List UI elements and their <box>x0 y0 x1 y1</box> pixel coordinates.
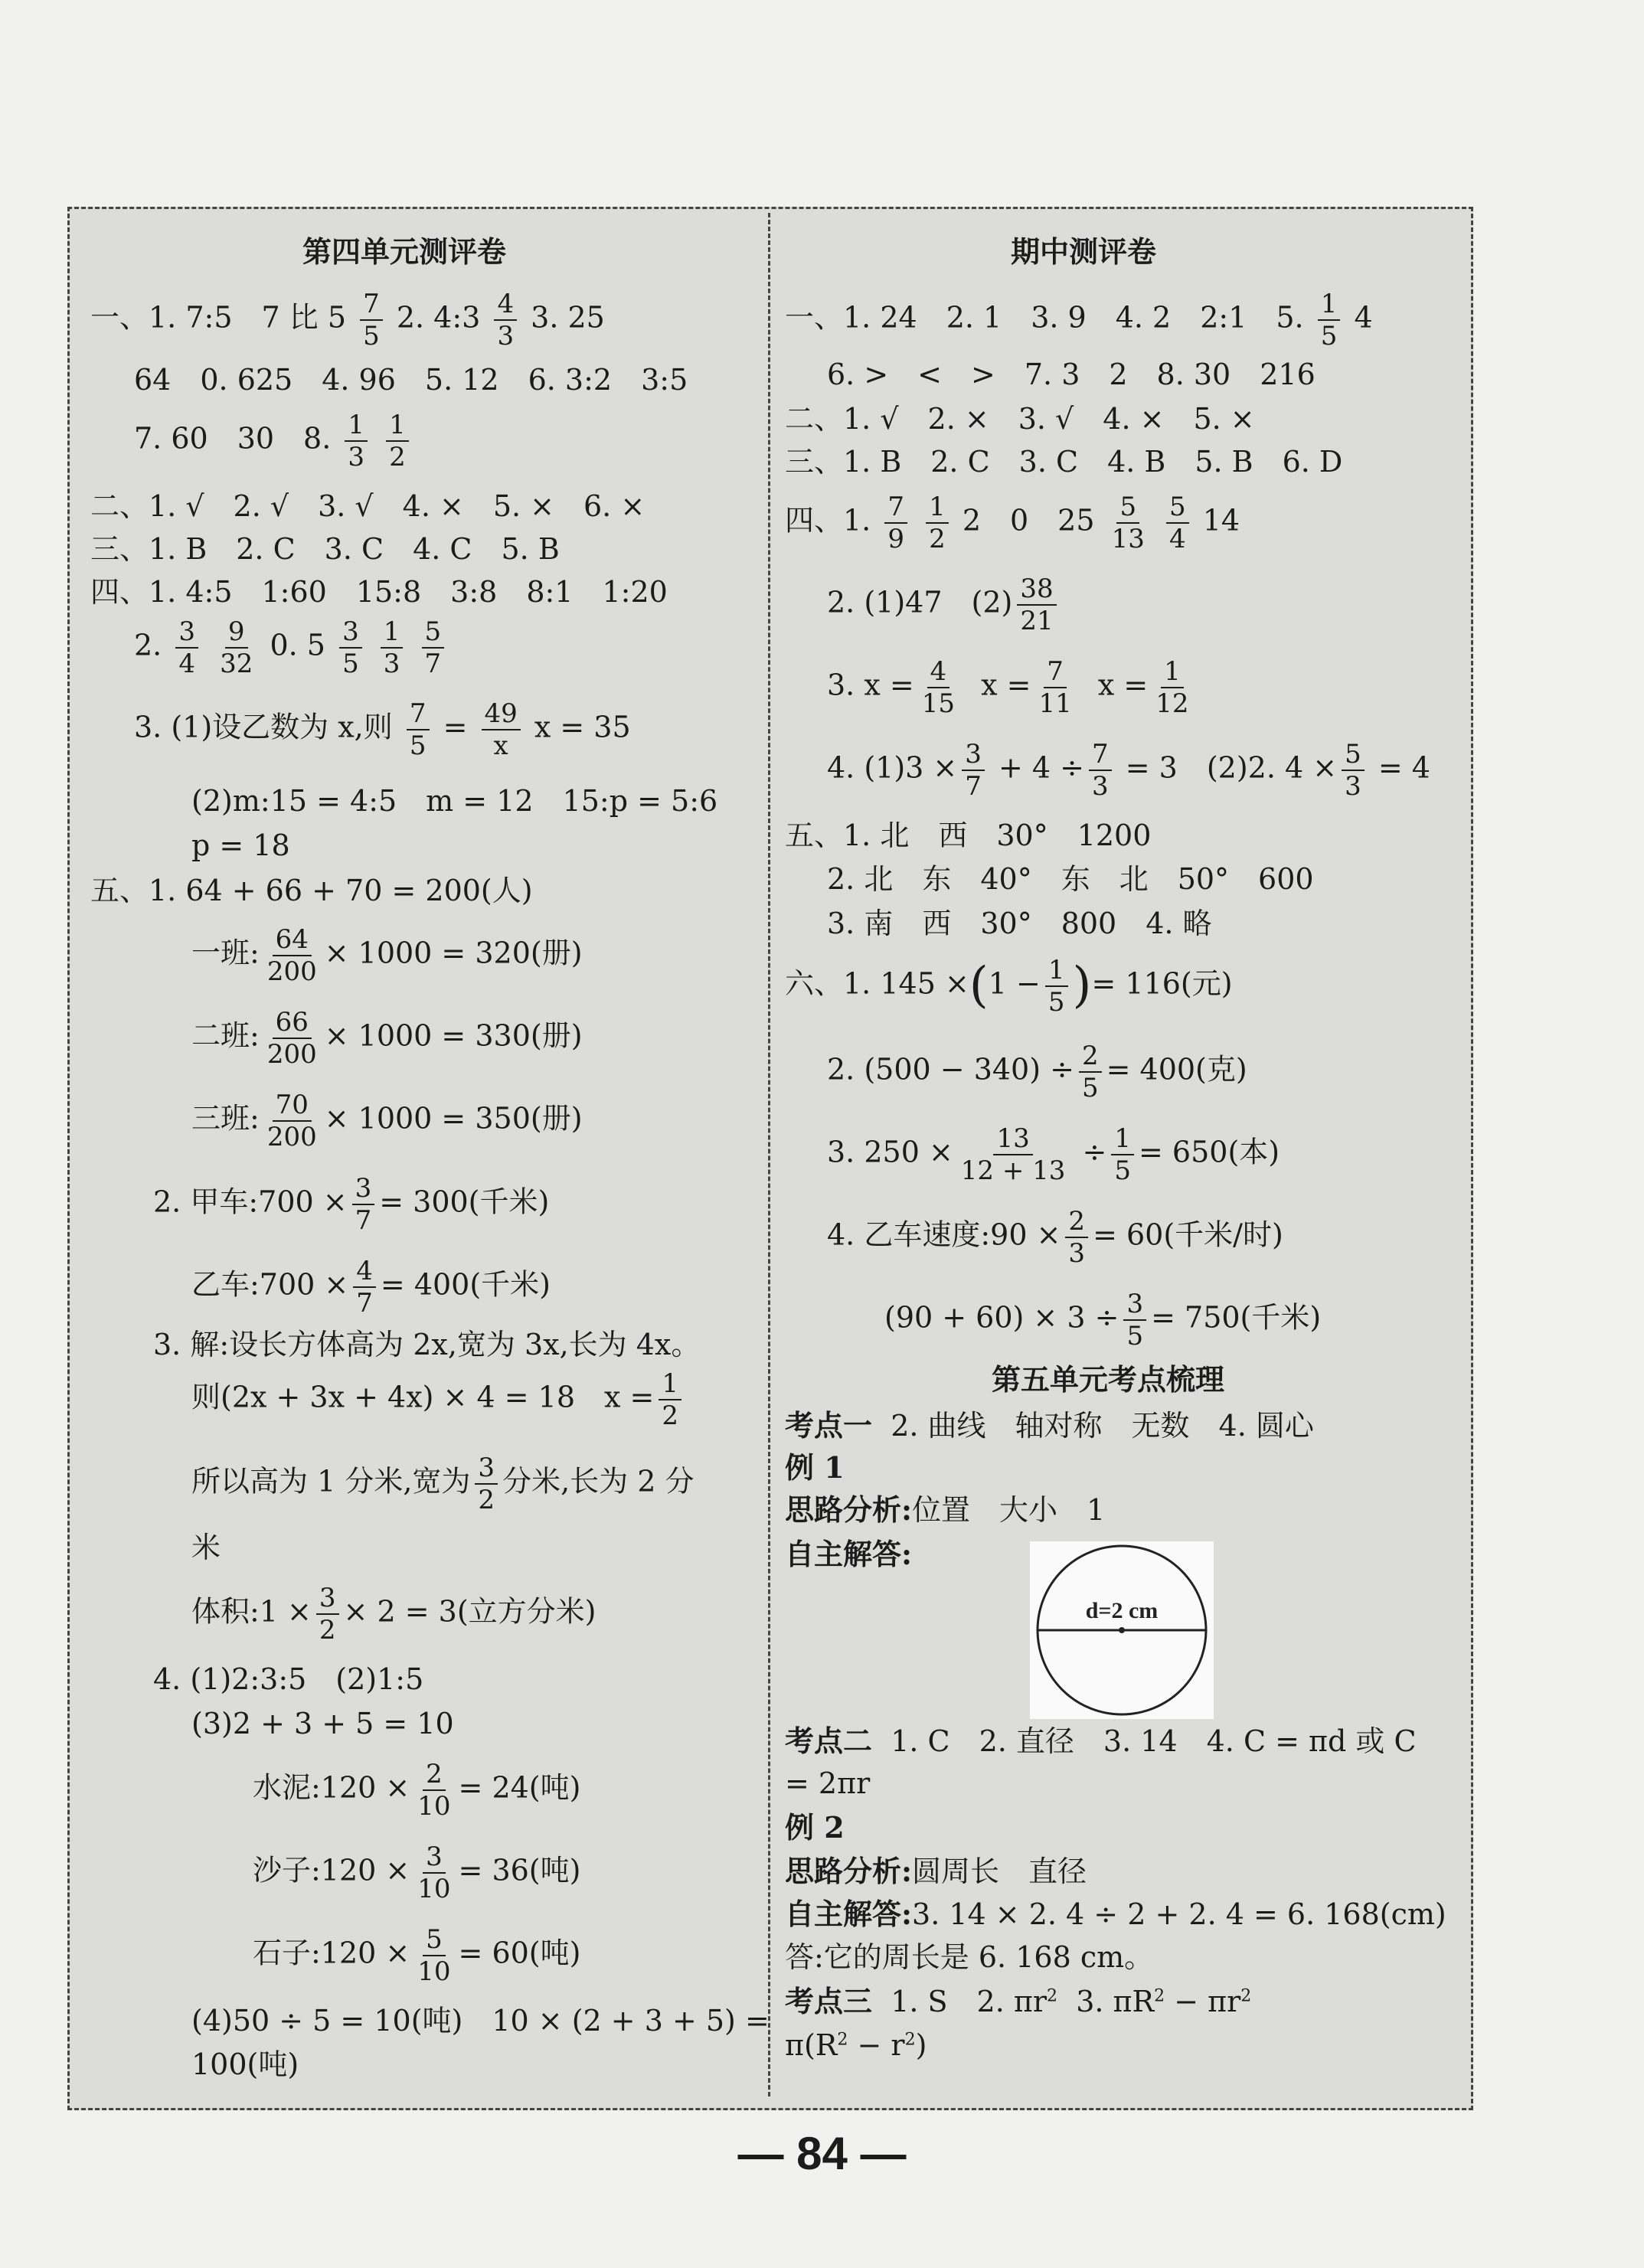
kaodian-2-cont: = 2πr <box>785 1766 871 1800</box>
circle-figure <box>1030 1541 1214 1719</box>
fraction: $\frac{5}{3}$ <box>1342 741 1365 799</box>
left-title: 第四单元测评卷 <box>302 234 507 269</box>
right-line-16: (90 + 60) × 3 ÷ $\frac{3}{5}$ = 750(千米) <box>884 1289 1322 1351</box>
left-line-25: 沙子:120 × $\frac{3}{10}$ = 36(吨) <box>253 1842 581 1904</box>
fraction: $\frac{7}{5}$ <box>360 291 383 349</box>
left-line-26: 石子:120 × $\frac{5}{10}$ = 60(吨) <box>253 1924 581 1987</box>
fraction: $\frac{7}{3}$ <box>1089 741 1112 799</box>
fraction: $\frac{5}{13}$ <box>1111 492 1145 554</box>
fraction: $\frac{1}{3}$ <box>345 412 368 470</box>
kaodian-3-cont: $\pi(R^2 - r^2)$ <box>785 2028 927 2062</box>
fraction: $\frac{1}{3}$ <box>381 619 404 677</box>
left-line-7: 2. $\frac{3}{4}$ $\frac{9}{32}$ 0. 5 $\frac{3}{5}$ $\frac{1}{3}$ $\frac{5}{7}$ <box>134 619 449 677</box>
left-line-17: 3. 解:设长方体高为 2x,宽为 3x,长为 4x。 <box>153 1328 701 1361</box>
kaodian-1: 考点一 2. 曲线 轴对称 无数 4. 圆心 <box>785 1408 1314 1443</box>
fraction: $\frac{9}{32}$ <box>220 616 253 679</box>
right-line-4: 三、1. B 2. C 3. C 4. B 5. B 6. D <box>785 445 1343 479</box>
fraction: $\frac{64}{200}$ <box>266 924 317 987</box>
fraction: $\frac{66}{200}$ <box>266 1007 317 1070</box>
kaodian-2: 考点二 1. C 2. 直径 3. 14 4. C = πd 或 C <box>785 1724 1417 1758</box>
example-2: 例 2 <box>785 1810 845 1845</box>
left-line-23: (3)2 + 3 + 5 = 10 <box>191 1707 454 1740</box>
left-line-3: 7. 60 30 8. $\frac{1}{3}$ $\frac{1}{2}$ <box>134 412 413 470</box>
right-line-10: 2. 北 东 40° 东 北 50° 600 <box>827 862 1314 896</box>
fraction: $\frac{1}{2}$ <box>386 412 409 470</box>
fraction: $\frac{3}{7}$ <box>962 741 985 799</box>
left-line-12: 一班: $\frac{64}{200}$ × 1000 = 320(册) <box>191 924 583 987</box>
fraction: $\frac{13}{12 + 13}$ <box>960 1123 1066 1186</box>
right-line-14: 3. 250 × $\frac{13}{12 + 13}$ ÷ $\frac{1}{5}$ = 650(本) <box>827 1123 1280 1186</box>
fraction: $\frac{3}{5}$ <box>339 619 362 677</box>
left-line-5: 三、1. B 2. C 3. C 4. C 5. B <box>90 532 560 566</box>
fraction: $\frac{4}{15}$ <box>921 656 955 719</box>
fraction: $\frac{7}{9}$ <box>884 494 907 552</box>
section5-title: 第五单元考点梳理 <box>992 1362 1225 1397</box>
right-line-8: 4. (1)3 × $\frac{3}{7}$ + 4 ÷ $\frac{7}{3}$ = 3 (2)2. 4 × $\frac{5}{3}$ = 4 <box>827 739 1430 802</box>
fraction: $\frac{70}{200}$ <box>266 1090 317 1152</box>
fraction: $\frac{3}{4}$ <box>175 619 198 677</box>
right-title: 期中测评卷 <box>1011 234 1157 269</box>
right-line-5: 四、1. $\frac{7}{9}$ $\frac{1}{2}$ 2 0 25 $\frac{5}{13}$ $\frac{5}{4}$ 14 <box>785 492 1240 554</box>
fraction: $\frac{1}{2}$ <box>926 494 949 552</box>
fraction: $\frac{3}{7}$ <box>352 1175 375 1234</box>
fraction: $\frac{2}{5}$ <box>1079 1043 1102 1101</box>
fraction: $\frac{1}{5}$ <box>1045 957 1068 1015</box>
left-line-8: 3. (1)设乙数为 x,则 $\frac{7}{5}$ = $\frac{49}{x}$ x = 35 <box>134 698 631 761</box>
fraction: $\frac{4}{3}$ <box>494 291 517 349</box>
fraction: $\frac{3}{2}$ <box>316 1585 339 1643</box>
right-line-3: 二、1. √ 2. × 3. √ 4. × 5. × <box>785 402 1255 436</box>
left-line-21: 体积:1 × $\frac{3}{2}$ × 2 = 3(立方分米) <box>191 1583 596 1645</box>
page-number: — 84 — <box>737 2128 907 2179</box>
left-line-4: 二、1. √ 2. √ 3. √ 4. × 5. × 6. × <box>90 489 646 523</box>
left-line-11: 五、1. 64 + 66 + 70 = 200(人) <box>90 874 533 907</box>
right-line-9: 五、1. 北 西 30° 1200 <box>785 819 1152 852</box>
fraction: $\frac{3}{10}$ <box>417 1842 451 1904</box>
fraction: $\frac{2}{10}$ <box>417 1759 451 1822</box>
answer-1-label: 自主解答: <box>785 1537 913 1571</box>
fraction: $\frac{7}{11}$ <box>1038 656 1072 719</box>
fraction: $\frac{1}{5}$ <box>1318 291 1341 349</box>
fraction: $\frac{4}{7}$ <box>353 1258 376 1316</box>
left-line-2: 64 0. 625 4. 96 5. 12 6. 3:2 3:5 <box>134 363 688 397</box>
right-line-15: 4. 乙车速度:90 × $\frac{2}{3}$ = 60(千米/时) <box>827 1206 1283 1269</box>
right-line-11: 3. 南 西 30° 800 4. 略 <box>827 907 1212 940</box>
left-line-28: 100(吨) <box>191 2047 299 2081</box>
left-line-14: 三班: $\frac{70}{200}$ × 1000 = 350(册) <box>191 1090 583 1152</box>
answer-2-text: 答:它的周长是 6. 168 cm。 <box>785 1940 1154 1974</box>
left-line-24: 水泥:120 × $\frac{2}{10}$ = 24(吨) <box>253 1759 581 1822</box>
example-1: 例 1 <box>785 1450 845 1485</box>
fraction: $\frac{1}{5}$ <box>1111 1126 1134 1184</box>
fraction: $\frac{5}{7}$ <box>422 619 445 677</box>
left-line-16: 乙车:700 × $\frac{4}{7}$ = 400(千米) <box>191 1256 551 1319</box>
diameter-label: d=2 cm <box>1085 1598 1159 1623</box>
answer-2: 自主解答:3. 14 × 2. 4 ÷ 2 + 2. 4 = 6. 168(cm) <box>785 1897 1446 1931</box>
fraction: $\frac{1}{2}$ <box>659 1371 681 1429</box>
left-line-27: (4)50 ÷ 5 = 10(吨) 10 × (2 + 3 + 5) = <box>191 2004 770 2038</box>
left-line-9: (2)m:15 = 4:5 m = 12 15:p = 5:6 <box>191 784 718 818</box>
column-divider <box>768 213 770 2096</box>
left-line-19: 所以高为 1 分米,宽为 $\frac{3}{2}$ 分米,长为 2 分 <box>191 1453 695 1515</box>
right-line-6: 2. (1)47 (2) $\frac{38}{21}$ <box>827 576 1061 634</box>
right-line-13: 2. (500 − 340) ÷ $\frac{2}{5}$ = 400(克) <box>827 1041 1247 1103</box>
left-line-15: 2. 甲车:700 × $\frac{3}{7}$ = 300(千米) <box>153 1173 550 1236</box>
analysis-1: 思路分析:位置 大小 1 <box>785 1492 1106 1527</box>
fraction: $\frac{3}{2}$ <box>475 1455 498 1513</box>
right-line-12: 六、1. 145 ×(1 − $\frac{1}{5}$ )= 116(元) <box>785 955 1233 1018</box>
left-line-10: p = 18 <box>191 828 290 862</box>
left-line-22: 4. (1)2:3:5 (2)1:5 <box>153 1662 424 1696</box>
circle-diagram <box>1030 1541 1214 1719</box>
fraction: $\frac{3}{5}$ <box>1123 1291 1146 1349</box>
fraction: $\frac{7}{5}$ <box>407 701 430 759</box>
fraction: $\frac{5}{10}$ <box>417 1924 451 1987</box>
fraction: $\frac{49}{x}$ <box>482 701 521 759</box>
kaodian-3: 考点三 1. S 2. $\pi r^2$ 3. $\pi R^2 - \pi r^2$ <box>785 1984 1252 2018</box>
left-line-18: 则(2x + 3x + 4x) × 4 = 18 x = $\frac{1}{2}$ <box>191 1371 686 1429</box>
left-line-1: 一、1. 7:5 7 比 5 $\frac{7}{5}$ 2. 4:3 $\frac{4}{3}$ 3. 25 <box>90 289 605 351</box>
fraction: $\frac{2}{3}$ <box>1065 1208 1088 1266</box>
left-line-6: 四、1. 4:5 1:60 15:8 3:8 8:1 1:20 <box>90 575 668 609</box>
right-line-2: 6. > < > 7. 3 2 8. 30 216 <box>827 358 1316 391</box>
center-dot <box>1119 1627 1125 1633</box>
left-line-20: 米 <box>191 1531 221 1564</box>
analysis-2: 思路分析:圆周长 直径 <box>785 1854 1087 1888</box>
fraction: $\frac{1}{12}$ <box>1155 656 1189 719</box>
left-line-13: 二班: $\frac{66}{200}$ × 1000 = 330(册) <box>191 1007 583 1070</box>
fraction: $\frac{5}{4}$ <box>1166 494 1189 552</box>
right-line-1: 一、1. 24 2. 1 3. 9 4. 2 2:1 5. $\frac{1}{5}$ 4 <box>785 289 1373 351</box>
right-line-7: 3. x = $\frac{4}{15}$ x = $\frac{7}{11}$ x = $\frac{1}{12}$ <box>827 659 1197 717</box>
fraction: $\frac{38}{21}$ <box>1017 576 1056 634</box>
